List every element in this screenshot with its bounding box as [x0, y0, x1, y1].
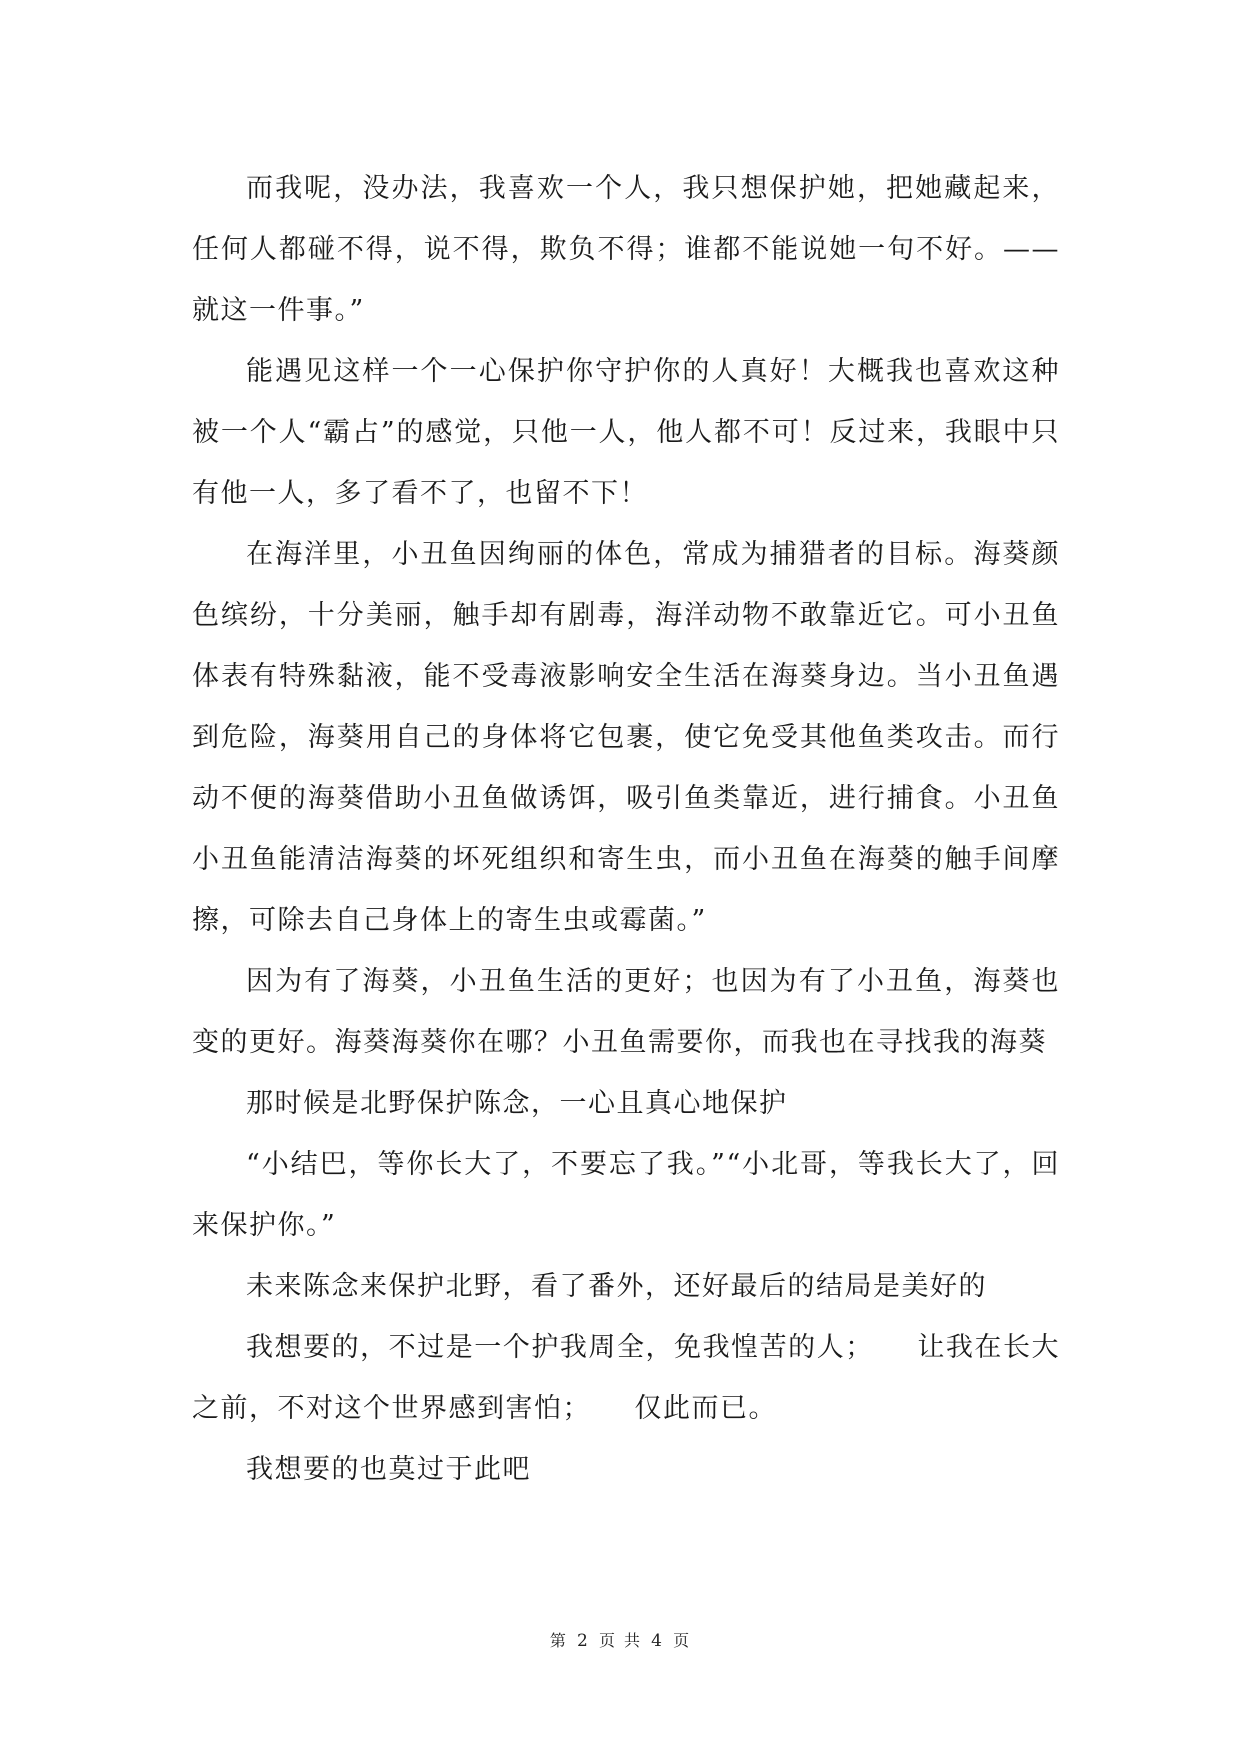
paragraph-3: 在海洋里，小丑鱼因绚丽的体色，常成为捕猎者的目标。海葵颜色缤纷，十分美丽，触手却有剧毒，海洋动物不敢靠近它。可小丑鱼体表有特殊黏液，能不受毒液影响安全生活在海葵身边。当小丑鱼遇到危险，海葵用自己的身体将它包裹，使它免受其他鱼类攻击。而行动不便的海葵借助小丑鱼做诱饵，吸引鱼类靠近，进行捕食。小丑鱼小丑鱼能清洁海葵的坏死组织和寄生虫，而小丑鱼在海葵的触手间摩擦，可除去自己身体上的寄生虫或霉菌。” — [192, 539, 1060, 936]
paragraph-2: 能遇见这样一个一心保护你守护你的人真好！大概我也喜欢这种被一个人“霸占”的感觉，只他一人，他人都不可！反过来，我眼中只有他一人，多了看不了，也留不下！ — [192, 356, 1060, 509]
footer-current-page: 2 — [577, 1631, 590, 1651]
body-text — [192, 158, 1060, 1500]
footer-total-pages: 4 — [651, 1631, 664, 1651]
paragraph-1: 而我呢，没办法，我喜欢一个人，我只想保护她，把她藏起来，任何人都碰不得，说不得，欺负不得；谁都不能说她一句不好。——就这一件事。” — [192, 173, 1060, 326]
paragraph-5: 那时候是北野保护陈念，一心且真心地保护 — [246, 1088, 788, 1119]
paragraph-4: 因为有了海葵，小丑鱼生活的更好；也因为有了小丑鱼，海葵也变的更好。海葵海葵你在哪？小丑鱼需要你，而我也在寻找我的海葵 — [192, 966, 1060, 1058]
paragraph-7: 未来陈念来保护北野，看了番外，还好最后的结局是美好的 — [246, 1271, 987, 1302]
page-footer — [0, 1628, 1241, 1651]
paragraph-9: 我想要的也莫过于此吧 — [246, 1454, 531, 1485]
footer-middle: 页 共 — [598, 1631, 643, 1650]
paragraph-6: “小结巴，等你长大了，不要忘了我。”“小北哥，等我长大了，回来保护你。” — [192, 1149, 1060, 1241]
paragraph-8: 我想要的，不过是一个护我周全，免我惶苦的人； 让我在长大之前，不对这个世界感到害怕； 仅此而已。 — [192, 1332, 1060, 1424]
footer-suffix: 页 — [673, 1631, 692, 1650]
footer-prefix: 第 — [549, 1631, 568, 1650]
